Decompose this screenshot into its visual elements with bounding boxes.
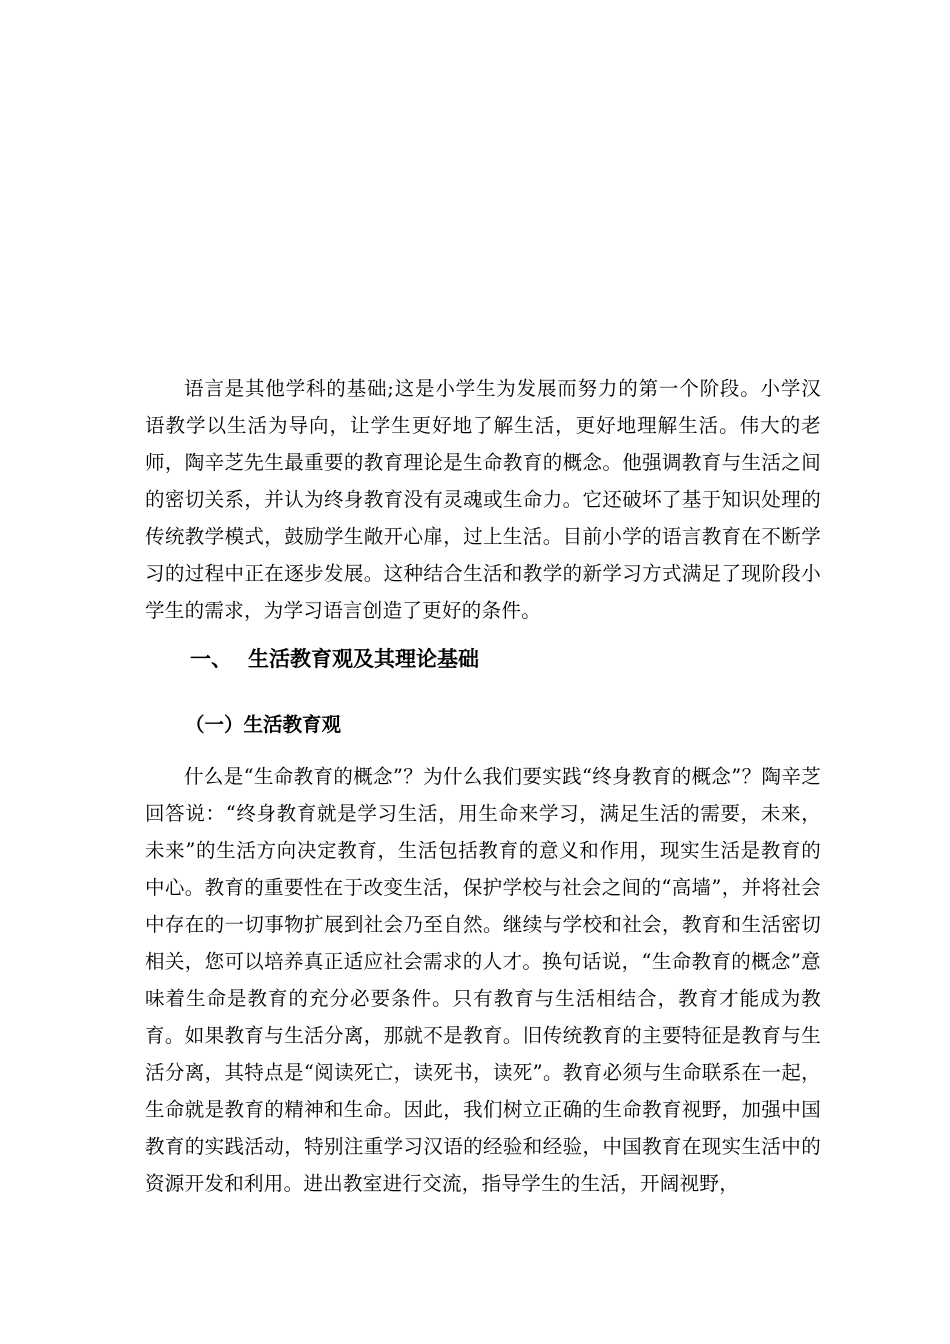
section-number: 一、 [190, 647, 232, 671]
intro-paragraph: 语言是其他学科的基础;这是小学生为发展而努力的第一个阶段。小学汉语教学以生活为导向，让学生更好地了解生活，更好地理解生活。伟大的老师，陶辛芝先生最重要的教育理论是生命教育的概念。他强调教育与生活之间的密切关系，并认为终身教育没有灵魂或生命力。它还破坏了基于知识处理的传统教学模式，鼓励学生敞开心扉，过上生活。目前小学的语言教育在不断学习的过程中正在逐步发展。这种结合生活和教学的新学习方式满足了现阶段小学生的需求，为学习语言创造了更好的条件。 [145, 377, 821, 622]
subsection-heading: （一）生活教育观 [185, 713, 342, 736]
section-heading [190, 644, 479, 674]
section-title: 生活教育观及其理论基础 [248, 647, 479, 671]
body-paragraph: 什么是“生命教育的概念”？为什么我们要实践“终身教育的概念”？陶辛芝回答说：“终身教育就是学习生活，用生命来学习，满足生活的需要，未来，未来”的生活方向决定教育，生活包括教育的意义和作用，现实生活是教育的中心。教育的重要性在于改变生活，保护学校与社会之间的“高墙”，并将社会中存在的一切事物扩展到社会乃至自然。继续与学校和社会，教育和生活密切相关，您可以培养真正适应社会需求的人才。换句话说，“生命教育的概念”意味着生命是教育的充分必要条件。只有教育与生活相结合，教育才能成为教育。如果教育与生活分离，那就不是教育。旧传统教育的主要特征是教育与生活分离，其特点是“阅读死亡，读死书，读死”。教育必须与生命联系在一起，生命就是教育的精神和生命。因此，我们树立正确的生命教育视野，加强中国教育的实践活动，特别注重学习汉语的经验和经验，中国教育在现实生活中的资源开发和利用。进出教室进行交流，指导学生的生活，开阔视野， [145, 765, 821, 1195]
